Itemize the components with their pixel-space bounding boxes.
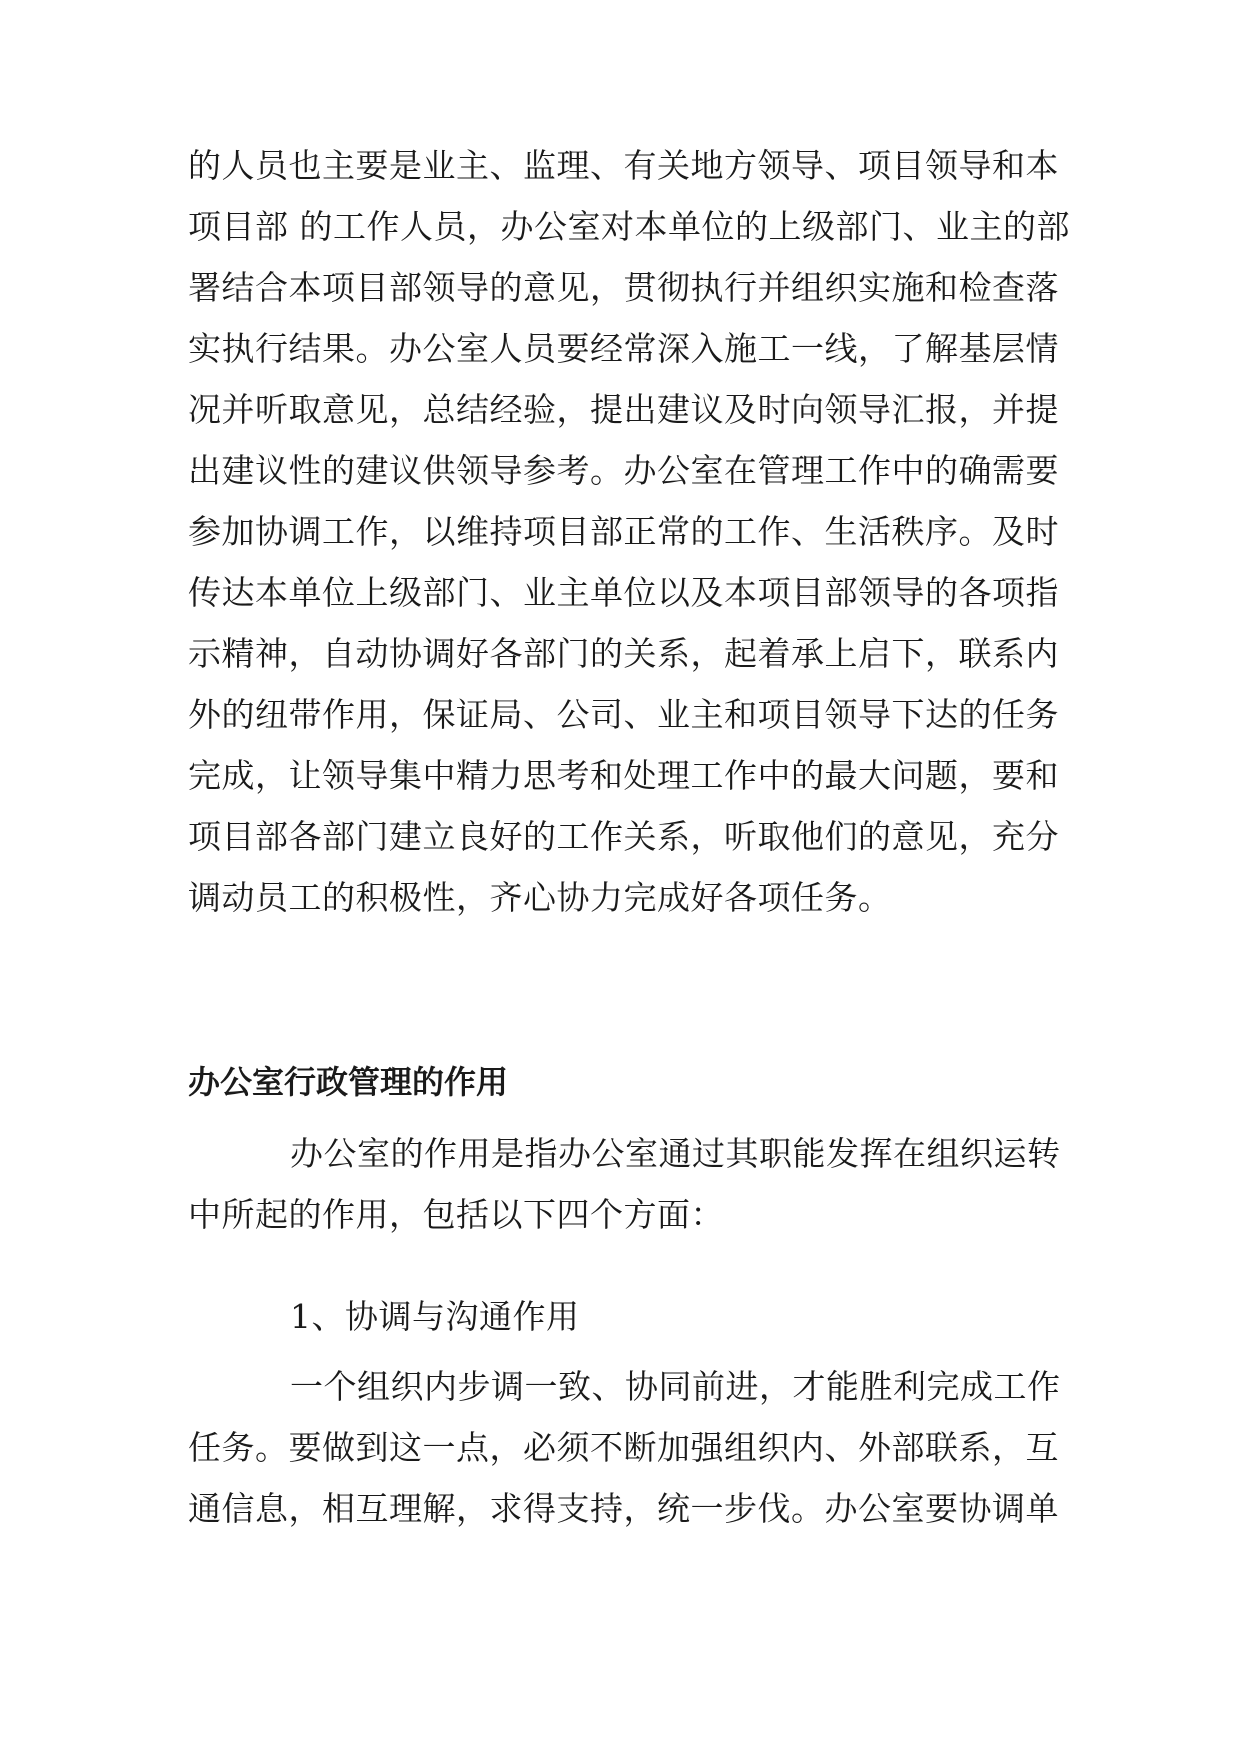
paragraph-1-line-5: 况并听取意见，总结经验，提出建议及时向领导汇报，并提 [188,390,1059,429]
paragraph-1-line-13: 调动员工的积极性，齐心协力完成好各项任务。 [188,878,892,917]
paragraph-1-line-4: 实执行结果。办公室人员要经常深入施工一线，了解基层情 [188,329,1059,368]
paragraph-2-line-2: 中所起的作用，包括以下四个方面： [188,1195,724,1234]
subsection-heading: 1、协调与沟通作用 [290,1297,580,1336]
paragraph-1-line-6: 出建议性的建议供领导参考。办公室在管理工作中的确需要 [188,451,1059,490]
paragraph-1-line-3: 署结合本项目部领导的意见，贯彻执行并组织实施和检查落 [188,268,1059,307]
paragraph-3-line-3: 通信息，相互理解，求得支持，统一步伐。办公室要协调单 [188,1489,1059,1528]
paragraph-3-line-2: 任务。要做到这一点，必须不断加强组织内、外部联系，互 [188,1428,1059,1467]
paragraph-3-line-1: 一个组织内步调一致、协同前进，才能胜利完成工作 [290,1367,1061,1406]
paragraph-1-line-7: 参加协调工作，以维持项目部正常的工作、生活秩序。及时 [188,512,1059,551]
paragraph-1-line-11: 完成，让领导集中精力思考和处理工作中的最大问题，要和 [188,756,1059,795]
paragraph-1-line-9: 示精神，自动协调好各部门的关系，起着承上启下，联系内 [188,634,1059,673]
paragraph-1-line-8: 传达本单位上级部门、业主单位以及本项目部领导的各项指 [188,573,1059,612]
paragraph-1-line-2: 项目部 的工作人员，办公室对本单位的上级部门、业主的部 [188,207,1070,246]
paragraph-2-line-1: 办公室的作用是指办公室通过其职能发挥在组织运转 [290,1134,1061,1173]
paragraph-1-line-10: 外的纽带作用，保证局、公司、业主和项目领导下达的任务 [188,695,1059,734]
paragraph-1-line-12: 项目部各部门建立良好的工作关系，听取他们的意见，充分 [188,817,1059,856]
section-heading: 办公室行政管理的作用 [188,1063,509,1101]
paragraph-1-line-1: 的人员也主要是业主、监理、有关地方领导、项目领导和本 [188,146,1059,185]
